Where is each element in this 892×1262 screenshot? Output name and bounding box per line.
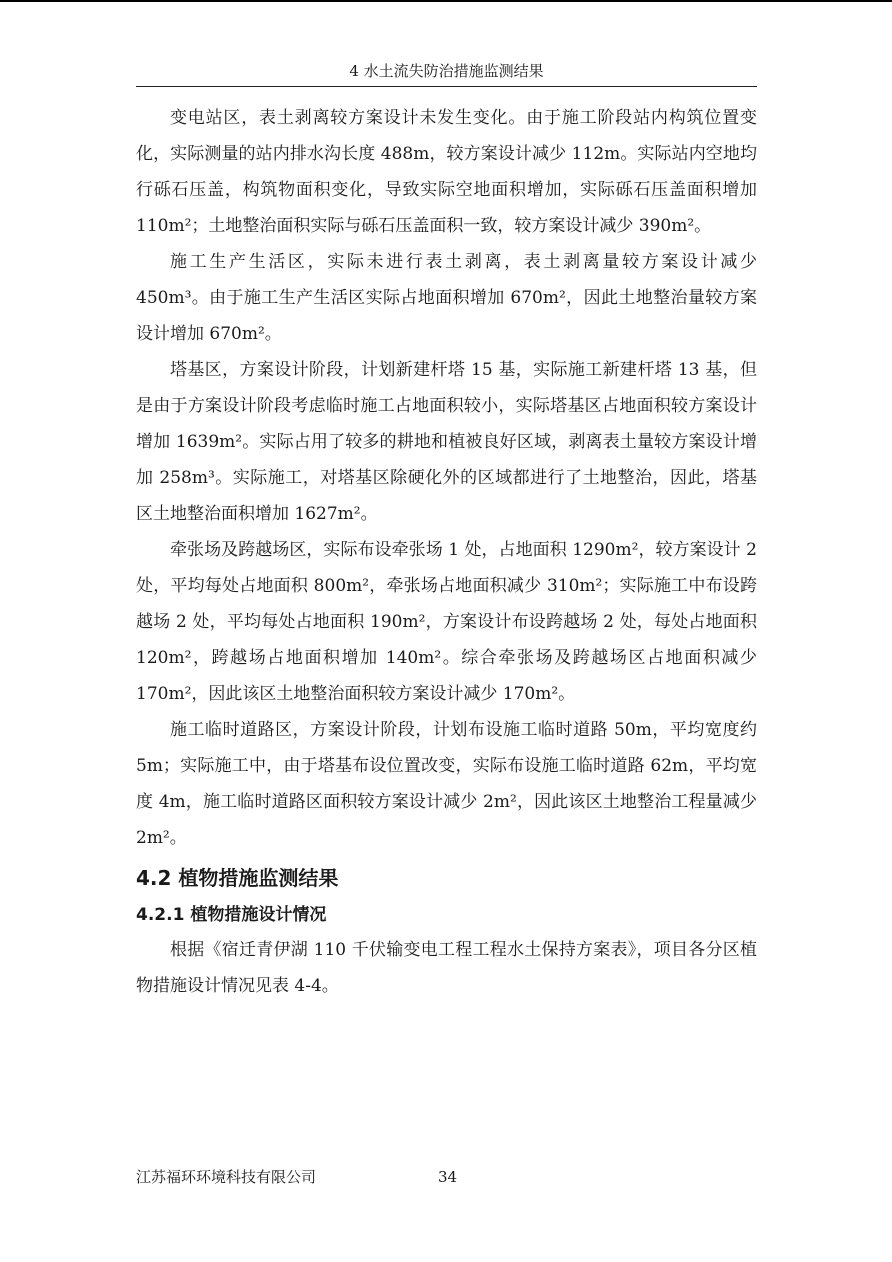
page-number: 34 <box>438 1168 458 1186</box>
subsection-heading: 4.2.1 植物措施设计情况 <box>136 905 327 925</box>
paragraph-temporary-road-area: 施工临时道路区，方案设计阶段，计划布设施工临时道路 50m，平均宽度约 5m；实际施工中，由于塔基布设位置改变，实际布设施工临时道路 62m，平均宽度 4m，施工临时道路区面积较方案设计减少 2m²，因此该区土地整治工程量减少 2m²。 <box>136 720 757 848</box>
paragraph-substation: 变电站区，表土剥离较方案设计未发生变化。由于施工阶段站内构筑位置变化，实际测量的站内排水沟长度 488m，较方案设计减少 112m。实际站内空地均行砾石压盖，构筑物面积变化，导致实际空地面积增加，实际砾石压盖面积增加 110m²；土地整治面积实际与砾石压盖面积一致，较方案设计减少 390m²。 <box>136 108 757 236</box>
paragraph-tower-base-area: 塔基区，方案设计阶段，计划新建杆塔 15 基，实际施工新建杆塔 13 基，但是由于方案设计阶段考虑临时施工占地面积较小，实际塔基区占地面积较方案设计增加 1639m²。实际占用了较多的耕地和植被良好区域，剥离表土量较方案设计增加 258m³。实际施工，对塔基区除硬化外的区域都进行了土地整治，因此，塔基区土地整治面积增加 1627m²。 <box>136 360 757 524</box>
paragraph-plant-measures: 根据《宿迁青伊湖 110 千伏输变电工程工程水土保持方案表》，项目各分区植物措施设计情况见表 4-4。 <box>136 940 757 996</box>
footer-company: 江苏福环环境科技有限公司 <box>136 1168 317 1186</box>
page-body <box>136 100 757 1004</box>
section-heading: 4.2 植物措施监测结果 <box>136 866 339 890</box>
running-header: 4 水土流失防治措施监测结果 <box>136 58 757 87</box>
paragraph-tension-crossing-area: 牵张场及跨越场区，实际布设牵张场 1 处，占地面积 1290m²，较方案设计 2 处，平均每处占地面积 800m²，牵张场占地面积减少 310m²；实际施工中布设跨越场 2 处，平均每处占地面积 190m²，方案设计布设跨越场 2 处，每处占地面积 120m²，跨越场占地面积增加 140m²。综合牵张场及跨越场区占地面积减少 170m²，因此该区土地整治面积较方案设计减少 170m²。 <box>136 540 757 704</box>
top-border-line <box>0 0 892 2</box>
paragraph-construction-living-area: 施工生产生活区，实际未进行表土剥离，表土剥离量较方案设计减少 450m³。由于施工生产生活区实际占地面积增加 670m²，因此土地整治量较方案设计增加 670m²。 <box>136 252 757 344</box>
